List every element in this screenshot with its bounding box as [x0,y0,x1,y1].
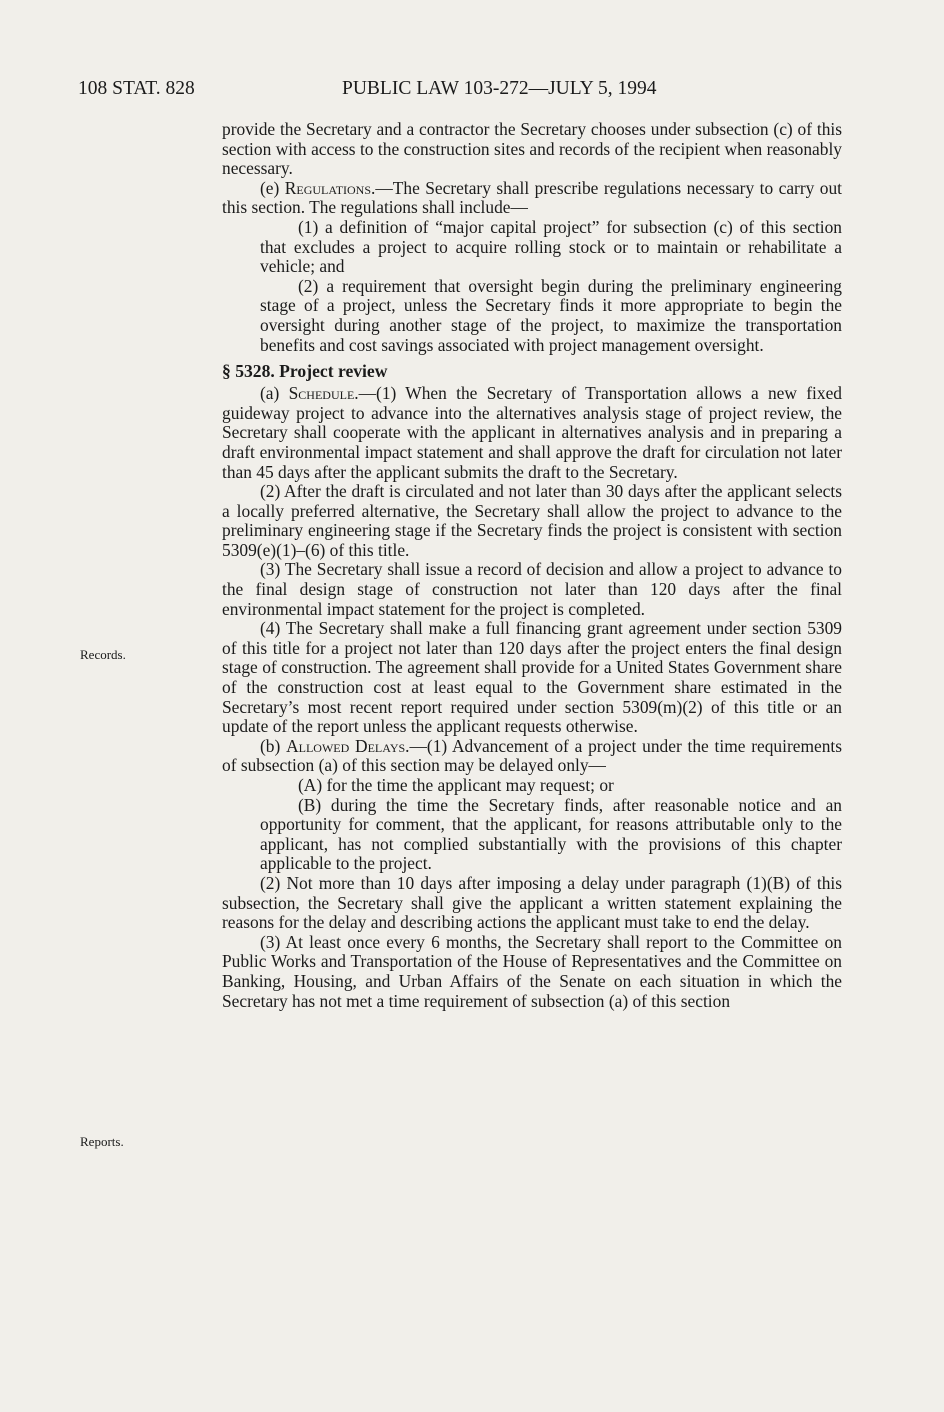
subsection-text: .—(1) When the Secretary of Transportation allows a new fixed guideway project to advance into the alternatives analysis stage of project review, the Secretary shall cooperate with the applicant in alternatives analysis and in preparing a draft environmental impact statement and shall approve the draft for circulation not later than 45 days after the applicant submits the draft to the Secretary. [222,383,843,482]
paragraph-access-continuation: provide the Secretary and a contractor the Secretary chooses under subsection (c) of this section with access to the construction sites and records of the recipient when reasonably necessary. [222,119,842,179]
paragraph-schedule [222,384,842,482]
paragraph-delay-2: (2) Not more than 10 days after imposing a delay under paragraph (1)(B) of this subsection, the Secretary shall give the applicant a written statement explaining the reasons for the delay and describing actions the applicant must take to end the delay. [222,872,842,933]
running-title: PUBLIC LAW 103-272—JULY 5, 1994 [342,78,657,99]
paragraph-delay-3: (3) At least once every 6 months, the Secretary shall report to the Committee on Public Works and Transportation of the House of Representatives and the Committee on Banking, Housing, and Urban Affairs of the Senate on each situation in which the Secretary has not met a time requirement of subsection (a) of this section [222,931,842,1011]
body-text [222,120,842,1011]
paragraph-item-1: (1) a definition of “major capital project” for subsection (c) of this section that excludes a project to acquire rolling stock or to maintain or rehabilitate a vehicle; and [260,216,842,277]
section-heading: § 5328. Project review [222,361,388,382]
subsection-text: .—The Secretary shall prescribe regulations necessary to carry out this section. The regulations shall include— [222,177,842,218]
paragraph-schedule-4: (4) The Secretary shall make a full financing grant agreement under section 5309 of this title for a project not later than 120 days after the project enters the final design stage of construction. The agreement shall provide for a United States Government share of the construction cost at least equal to the Government share estimated in the Secretary’s most recent report required under section 5309(m)(2) of this title or an update of the report unless the applicant requests otherwise. [222,618,842,737]
subsection-marker: (b) [260,735,287,756]
subsection-text: .—(1) Advancement of a project under the time requirements of subsection (a) of this section may be delayed only— [222,735,842,776]
paragraph-delay-b: (B) during the time the Secretary finds, after reasonable notice and an opportunity for comment, that the applicant, for reasons attributable only to the applicant, has not complied substantially with the provisions of this chapter applicable to the project. [260,794,842,874]
stat-page-number: 108 STAT. 828 [78,78,195,99]
margin-note-reports: Reports. [80,1134,124,1149]
paragraph-delay-a: (A) for the time the applicant may request; or [298,775,614,795]
paragraph-schedule-3: (3) The Secretary shall issue a record of decision and allow a project to advance to the final design stage of construction not later than 120 days after the final environmental impact statement for the project is completed. [222,559,842,619]
subsection-marker: (e) [260,177,285,198]
paragraph-regulations [222,179,842,218]
subsection-marker: (a) [260,383,289,404]
paragraph-allowed-delays [222,737,842,776]
subsection-heading: Allowed Delays [286,735,406,756]
page-header [78,76,858,102]
paragraph-item-2: (2) a requirement that oversight begin during the preliminary engineering stage of a project, unless the Secretary finds it more appropriate to begin the oversight during another stage of the project, to maximize the transportation benefits and cost savings associated with project management oversight. [260,275,842,355]
margin-note-records: Records. [80,647,126,662]
paragraph-schedule-2: (2) After the draft is circulated and not later than 30 days after the applicant selects a locally preferred alternative, the Secretary shall allow the project to advance to the preliminary engineering stage if the Secretary finds the project is consistent with section 5309(e)(1)–(6) of this title. [222,481,842,560]
subsection-heading: Schedule [288,383,355,404]
subsection-heading: Regulations [284,177,372,198]
